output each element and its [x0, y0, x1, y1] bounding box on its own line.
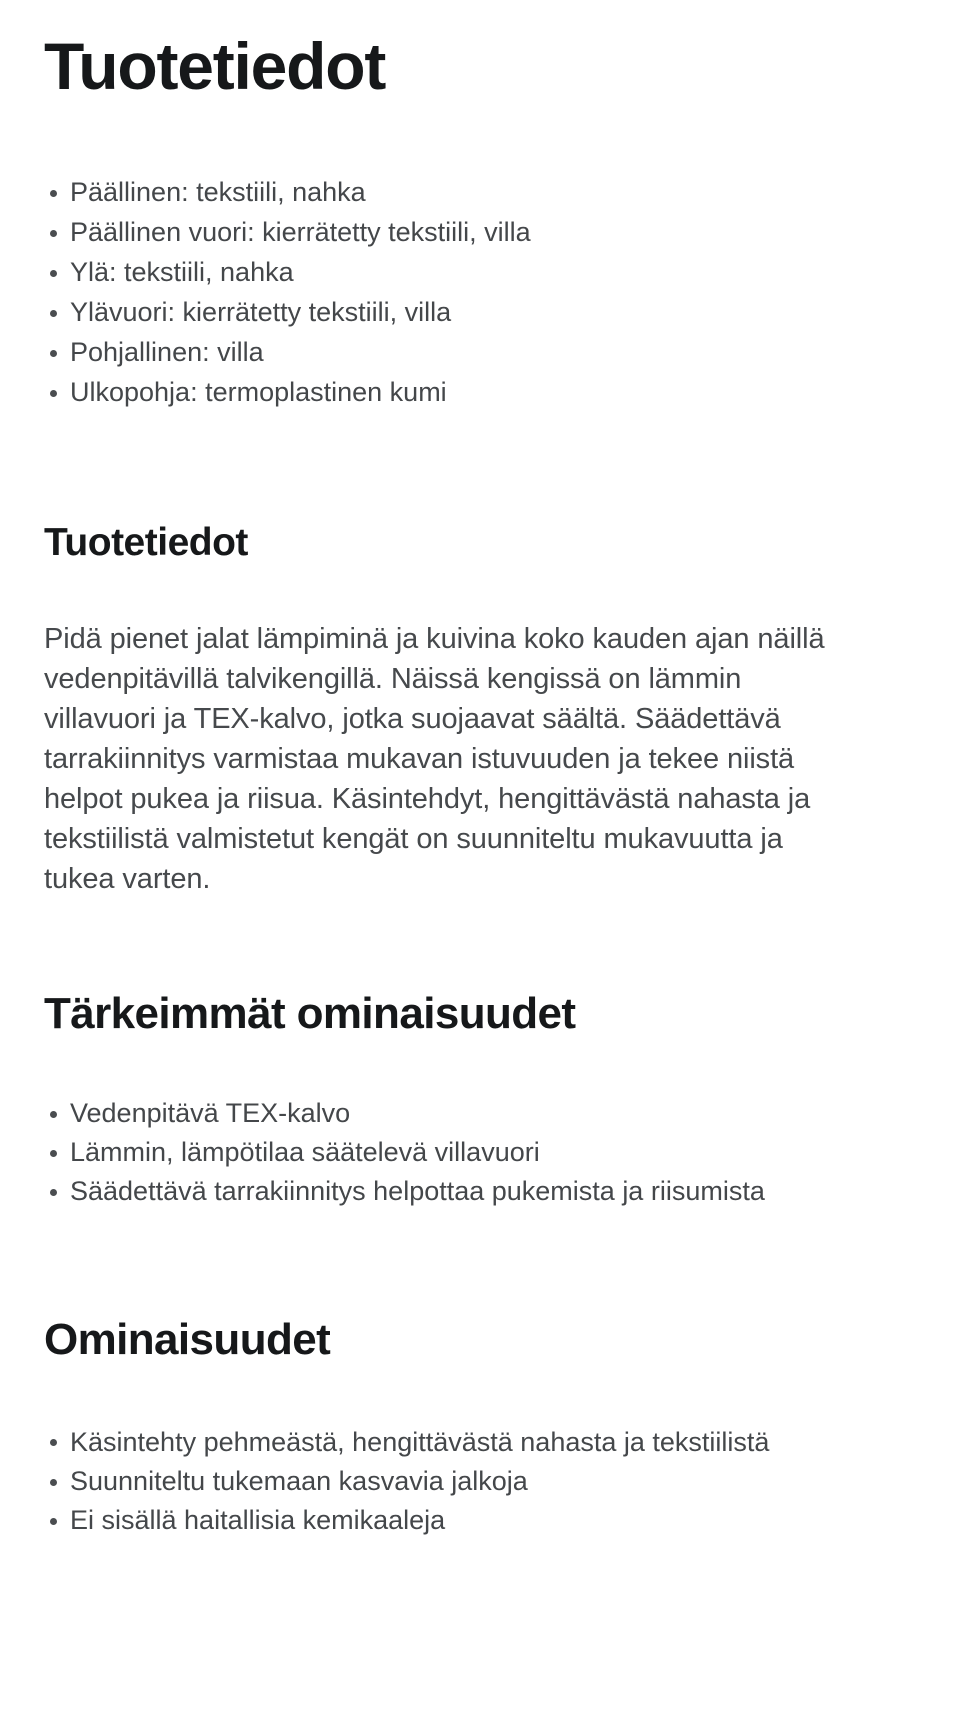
list-item — [44, 1172, 916, 1211]
section-heading-product-details: Tuotetiedot — [44, 521, 248, 565]
list-item-label: Päällinen vuori: kierrätetty tekstiili, villa — [70, 217, 531, 248]
product-description-paragraph: Pidä pienet jalat lämpiminä ja kuivina koko kauden ajan näillä vedenpitävillä talvikengillä. Näissä kengissä on lämmin villavuori ja TEX-kalvo, jotka suojaavat säältä. Säädettävä tarrakiinnitys varmistaa mukavan istuvuuden ja tekee niistä helpot pukea ja riisua. Käsintehdyt, hengittävästä nahasta ja tekstiilistä valmistetut kengät on suunniteltu mukavuutta ja tukea varten. — [44, 622, 825, 895]
page-title: Tuotetiedot — [44, 29, 386, 103]
spacer — [44, 1038, 916, 1094]
materials-list — [44, 173, 916, 413]
list-item — [44, 1462, 916, 1501]
spacer — [44, 413, 916, 521]
list-item — [44, 293, 916, 333]
features-list — [44, 1423, 916, 1540]
list-item — [44, 1501, 916, 1540]
list-item-label: Päällinen: tekstiili, nahka — [70, 177, 366, 208]
list-item-label: Lämmin, lämpötilaa säätelevä villavuori — [70, 1137, 540, 1168]
list-item — [44, 1133, 916, 1172]
list-item-label: Ylä: tekstiili, nahka — [70, 257, 294, 288]
list-item-label: Pohjallinen: villa — [70, 337, 264, 368]
spacer — [44, 1365, 916, 1423]
bullet-icon — [50, 270, 57, 277]
list-item — [44, 173, 916, 213]
bullet-icon — [50, 1518, 57, 1525]
list-item — [44, 1094, 916, 1133]
bullet-icon — [50, 1111, 57, 1118]
spacer — [44, 101, 916, 173]
bullet-icon — [50, 1150, 57, 1157]
spacer — [44, 565, 916, 619]
list-item-label: Ylävuori: kierrätetty tekstiili, villa — [70, 297, 452, 328]
list-item-label: Käsintehty pehmeästä, hengittävästä nahasta ja tekstiilistä — [70, 1426, 770, 1457]
list-item-label: Ulkopohja: termoplastinen kumi — [70, 377, 447, 408]
bullet-icon — [50, 390, 57, 397]
list-item — [44, 253, 916, 293]
bullet-icon — [50, 1479, 57, 1486]
list-item-label: Ei sisällä haitallisia kemikaaleja — [70, 1505, 446, 1536]
section-heading-key-features: Tärkeimmät ominaisuudet — [44, 988, 576, 1038]
spacer — [44, 899, 916, 989]
bullet-icon — [50, 230, 57, 237]
bullet-icon — [50, 190, 57, 197]
list-item-label: Vedenpitävä TEX-kalvo — [70, 1098, 351, 1129]
list-item — [44, 1423, 916, 1462]
bullet-icon — [50, 1439, 57, 1446]
bullet-icon — [50, 310, 57, 317]
bullet-icon — [50, 1189, 57, 1196]
spacer — [44, 1211, 916, 1315]
list-item — [44, 373, 916, 413]
list-item-label: Suunniteltu tukemaan kasvavia jalkoja — [70, 1465, 528, 1496]
bullet-icon — [50, 350, 57, 357]
key-features-list — [44, 1094, 916, 1211]
list-item — [44, 333, 916, 373]
section-heading-features: Ominaisuudet — [44, 1315, 331, 1365]
list-item — [44, 213, 916, 253]
list-item-label: Säädettävä tarrakiinnitys helpottaa pukemista ja riisumista — [70, 1176, 765, 1207]
